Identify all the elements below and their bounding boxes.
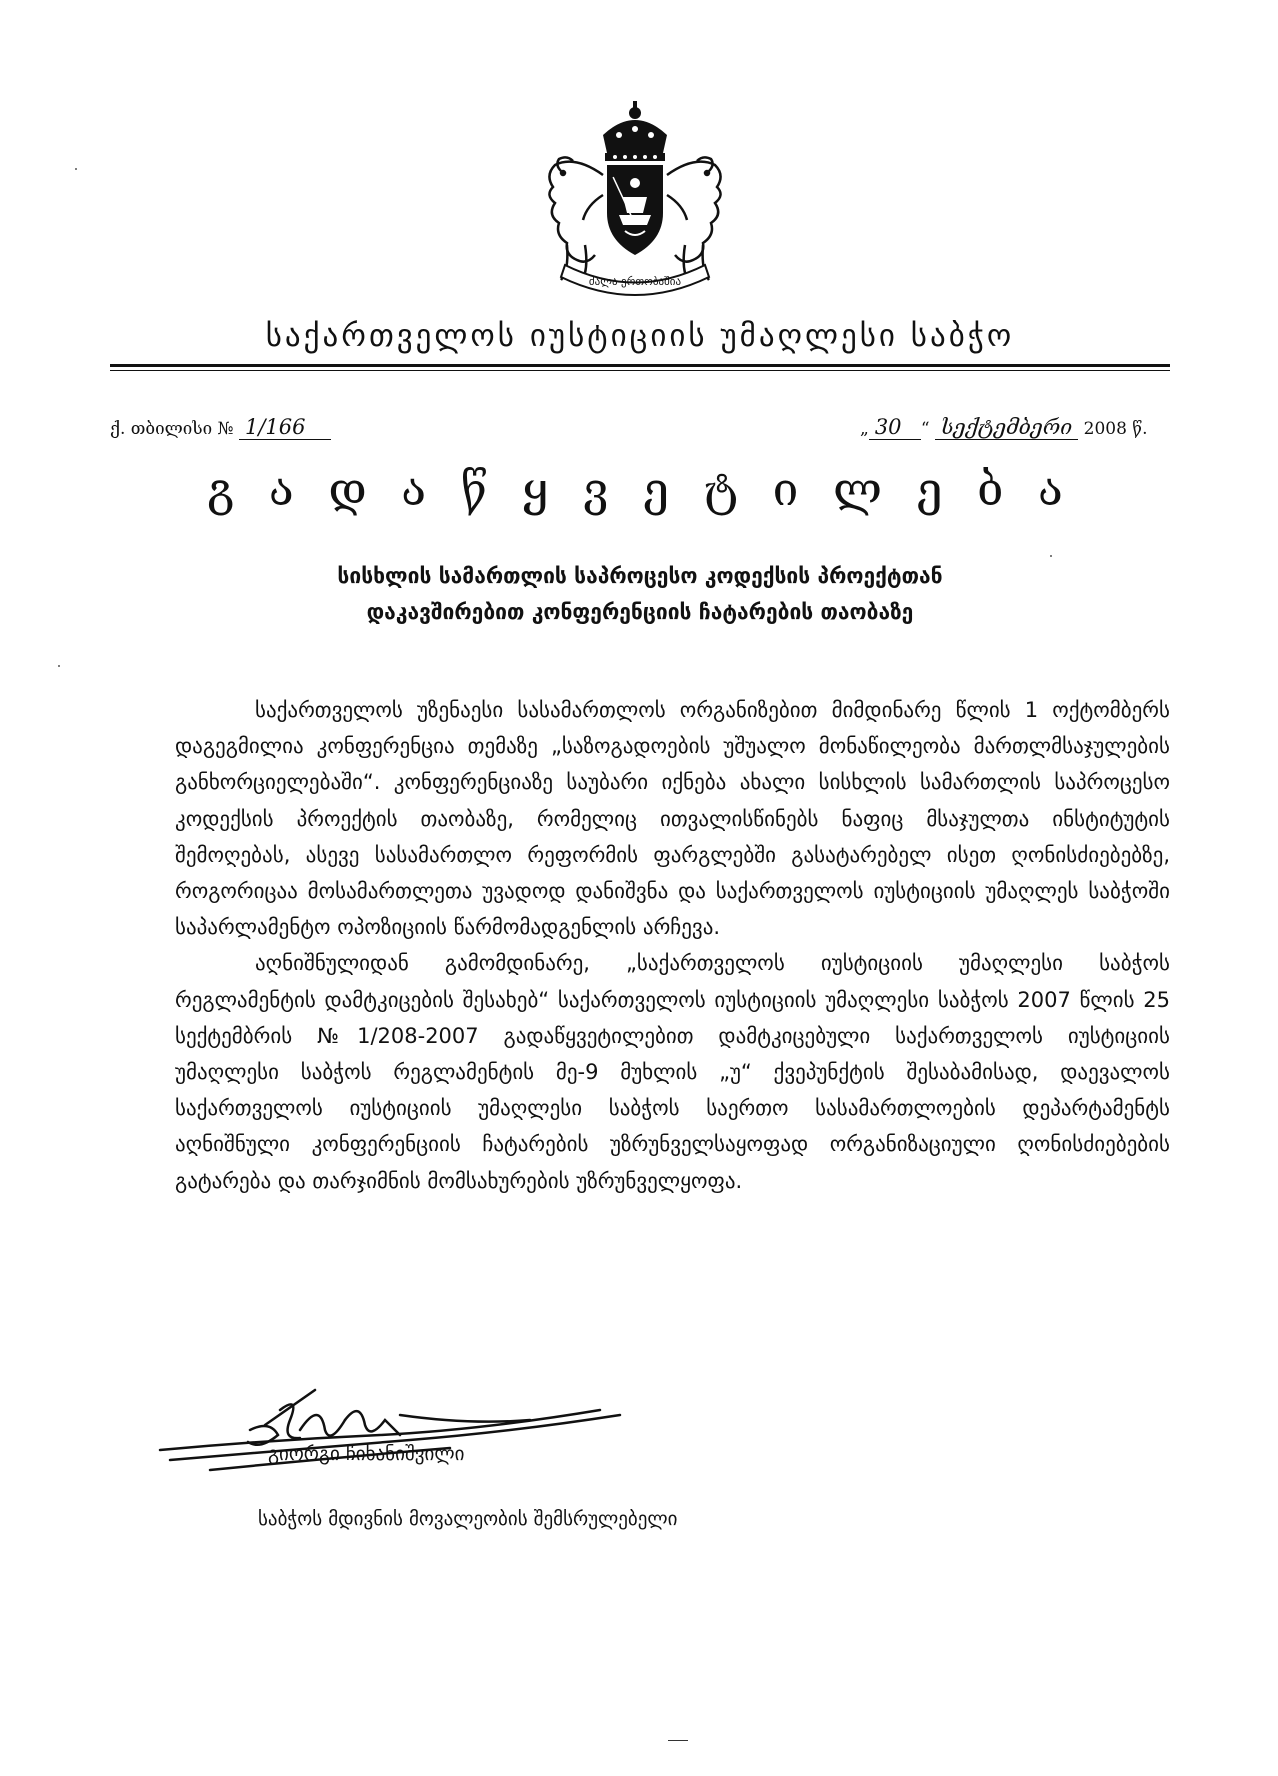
reference-date: „ 30 “ სექტემბერი 2008 წ.	[860, 415, 1148, 439]
organization-title: საქართველოს იუსტიციის უმაღლესი საბჭო	[265, 318, 1015, 354]
reference-number	[110, 415, 331, 440]
date-day: 30	[869, 415, 921, 440]
document-subject	[200, 558, 1080, 630]
coat-of-arms-emblem	[515, 95, 755, 305]
footer-mark	[668, 1740, 688, 1741]
subject-line-1: სისხლის სამართლის საპროცესო კოდექსის პროექტთან	[337, 564, 943, 588]
header-rule	[110, 364, 1170, 367]
signature-icon	[150, 1380, 630, 1490]
scan-speck	[1050, 555, 1052, 557]
date-month: სექტემბერი	[935, 415, 1078, 440]
header-rule-thin	[110, 370, 1170, 371]
coat-of-arms-icon	[515, 95, 755, 305]
date-year: 2008 წ.	[1083, 419, 1148, 439]
document-number: 1/166	[239, 415, 331, 440]
signer-name: გიორგი ჩიხანიშვილი	[268, 1443, 465, 1465]
place-label: ქ. თბილისი	[110, 419, 213, 439]
number-sign: №	[217, 419, 234, 439]
motto-text: ძალა ერთობაშია	[588, 275, 682, 288]
subject-line-2: დაკავშირებით კონფერენციის ჩატარების თაობაზე	[366, 600, 914, 624]
scan-speck	[75, 168, 77, 170]
body-paragraph-2: აღნიშნულიდან გამომდინარე, „საქართველოს იუსტიციის უმაღლესი საბჭოს რეგლამენტის დამტკიცების შესახებ“ საქართველოს იუსტიციის უმაღლესი საბჭოს 2007 წლის 25 სექტემბრის №1/208-2007 გადაწყვეტილებით დამტკიცებული საქართველოს იუსტიციის უმაღლესი საბჭოს რეგლამენტის მე-9 მუხლის „უ“ ქვეპუნქტის შესაბამისად, დაევალოს საქართველოს იუსტიციის უმაღლესი საბჭოს საერთო სასამართლოების დეპარტამენტს აღნიშნული კონფერენციის ჩატარების უზრუნველსაყოფად ორგანიზაციული ღონისძიებების გატარება და თარჯიმნის მომსახურების უზრუნველყოფა.	[175, 951, 1170, 1193]
scan-speck	[58, 665, 60, 667]
document-type-heading: გ ა დ ა წ ყ ვ ე ტ ი ლ ე ბ ა	[207, 462, 1073, 516]
signer-position: საბჭოს მდივნის მოვალეობის შემსრულებელი	[258, 1508, 678, 1530]
document-body	[175, 692, 1170, 1199]
body-paragraph-1: საქართველოს უზენაესი სასამართლოს ორგანიზებით მიმდინარე წლის 1 ოქტომბერს დაგეგმილია კონფერენცია თემაზე „საზოგადოების უშუალო მონაწილეობა მართლმსაჯულების განხორციელებაში“. კონფერენციაზე საუბარი იქნება ახალი სისხლის სამართლის საპროცესო კოდექსის პროექტის თაობაზე, რომელიც ითვალისწინებს ნაფიც მსაჯულთა ინსტიტუტის შემოღებას, ასევე სასამართლო რეფორმის ფარგლებში გასატარებელ ისეთ ღონისძიებებზე, როგორიცაა მოსამართლეთა უვადოდ დანიშვნა და საქართველოს იუსტიციის უმაღლეს საბჭოში საპარლამენტო ოპოზიციის წარმომადგენლის არჩევა.	[175, 698, 1170, 940]
